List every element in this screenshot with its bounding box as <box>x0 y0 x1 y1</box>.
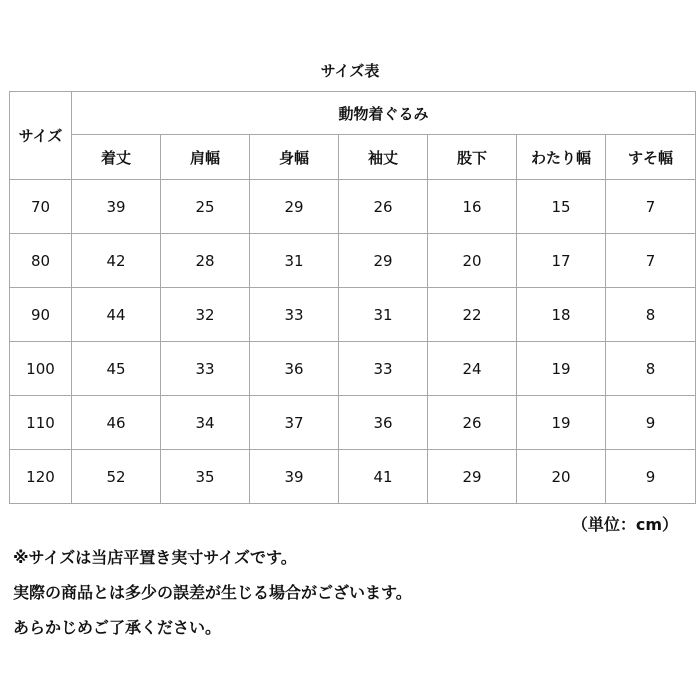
table-cell: 31 <box>250 234 339 288</box>
table-cell: 35 <box>161 450 250 504</box>
table-cell: 7 <box>606 180 696 234</box>
table-cell: 39 <box>72 180 161 234</box>
table-cell: 33 <box>250 288 339 342</box>
table-cell: 28 <box>161 234 250 288</box>
column-header: 着丈 <box>72 135 161 180</box>
table-cell: 7 <box>606 234 696 288</box>
product-group-header: 動物着ぐるみ <box>72 92 696 135</box>
size-table <box>9 91 696 504</box>
table-cell: 9 <box>606 396 696 450</box>
column-header: 肩幅 <box>161 135 250 180</box>
header-row-columns <box>10 135 696 180</box>
table-cell: 25 <box>161 180 250 234</box>
table-cell: 22 <box>428 288 517 342</box>
header-row-group <box>10 92 696 135</box>
table-row <box>10 234 696 288</box>
table-cell: 26 <box>428 396 517 450</box>
table-cell: 15 <box>517 180 606 234</box>
size-cell: 110 <box>10 396 72 450</box>
table-cell: 44 <box>72 288 161 342</box>
size-column-header: サイズ <box>10 92 72 180</box>
column-header: 身幅 <box>250 135 339 180</box>
table-cell: 19 <box>517 396 606 450</box>
size-cell: 120 <box>10 450 72 504</box>
size-cell: 80 <box>10 234 72 288</box>
table-cell: 46 <box>72 396 161 450</box>
table-cell: 26 <box>339 180 428 234</box>
table-cell: 52 <box>72 450 161 504</box>
table-cell: 37 <box>250 396 339 450</box>
table-cell: 41 <box>339 450 428 504</box>
table-cell: 45 <box>72 342 161 396</box>
table-title: サイズ表 <box>320 62 380 80</box>
table-cell: 24 <box>428 342 517 396</box>
table-cell: 42 <box>72 234 161 288</box>
size-cell: 70 <box>10 180 72 234</box>
table-cell: 29 <box>428 450 517 504</box>
table-cell: 29 <box>339 234 428 288</box>
column-header: わたり幅 <box>517 135 606 180</box>
table-cell: 18 <box>517 288 606 342</box>
table-cell: 8 <box>606 288 696 342</box>
column-header: すそ幅 <box>606 135 696 180</box>
table-row <box>10 180 696 234</box>
unit-label: （単位：cm） <box>571 515 678 534</box>
table-cell: 34 <box>161 396 250 450</box>
table-row <box>10 450 696 504</box>
table-cell: 8 <box>606 342 696 396</box>
size-cell: 100 <box>10 342 72 396</box>
table-cell: 9 <box>606 450 696 504</box>
table-cell: 32 <box>161 288 250 342</box>
note-line: ※サイズは当店平置き実寸サイズです。 <box>13 548 297 567</box>
table-cell: 31 <box>339 288 428 342</box>
table-cell: 36 <box>339 396 428 450</box>
table-row <box>10 288 696 342</box>
column-header: 袖丈 <box>339 135 428 180</box>
table-row <box>10 396 696 450</box>
table-cell: 33 <box>161 342 250 396</box>
table-cell: 39 <box>250 450 339 504</box>
table-cell: 19 <box>517 342 606 396</box>
size-cell: 90 <box>10 288 72 342</box>
table-cell: 33 <box>339 342 428 396</box>
column-header: 股下 <box>428 135 517 180</box>
note-line: 実際の商品とは多少の誤差が生じる場合がございます。 <box>13 583 412 602</box>
table-cell: 16 <box>428 180 517 234</box>
note-line: あらかじめご了承ください。 <box>13 618 222 637</box>
table-cell: 36 <box>250 342 339 396</box>
table-cell: 17 <box>517 234 606 288</box>
table-row <box>10 342 696 396</box>
table-cell: 20 <box>517 450 606 504</box>
table-cell: 29 <box>250 180 339 234</box>
table-cell: 20 <box>428 234 517 288</box>
